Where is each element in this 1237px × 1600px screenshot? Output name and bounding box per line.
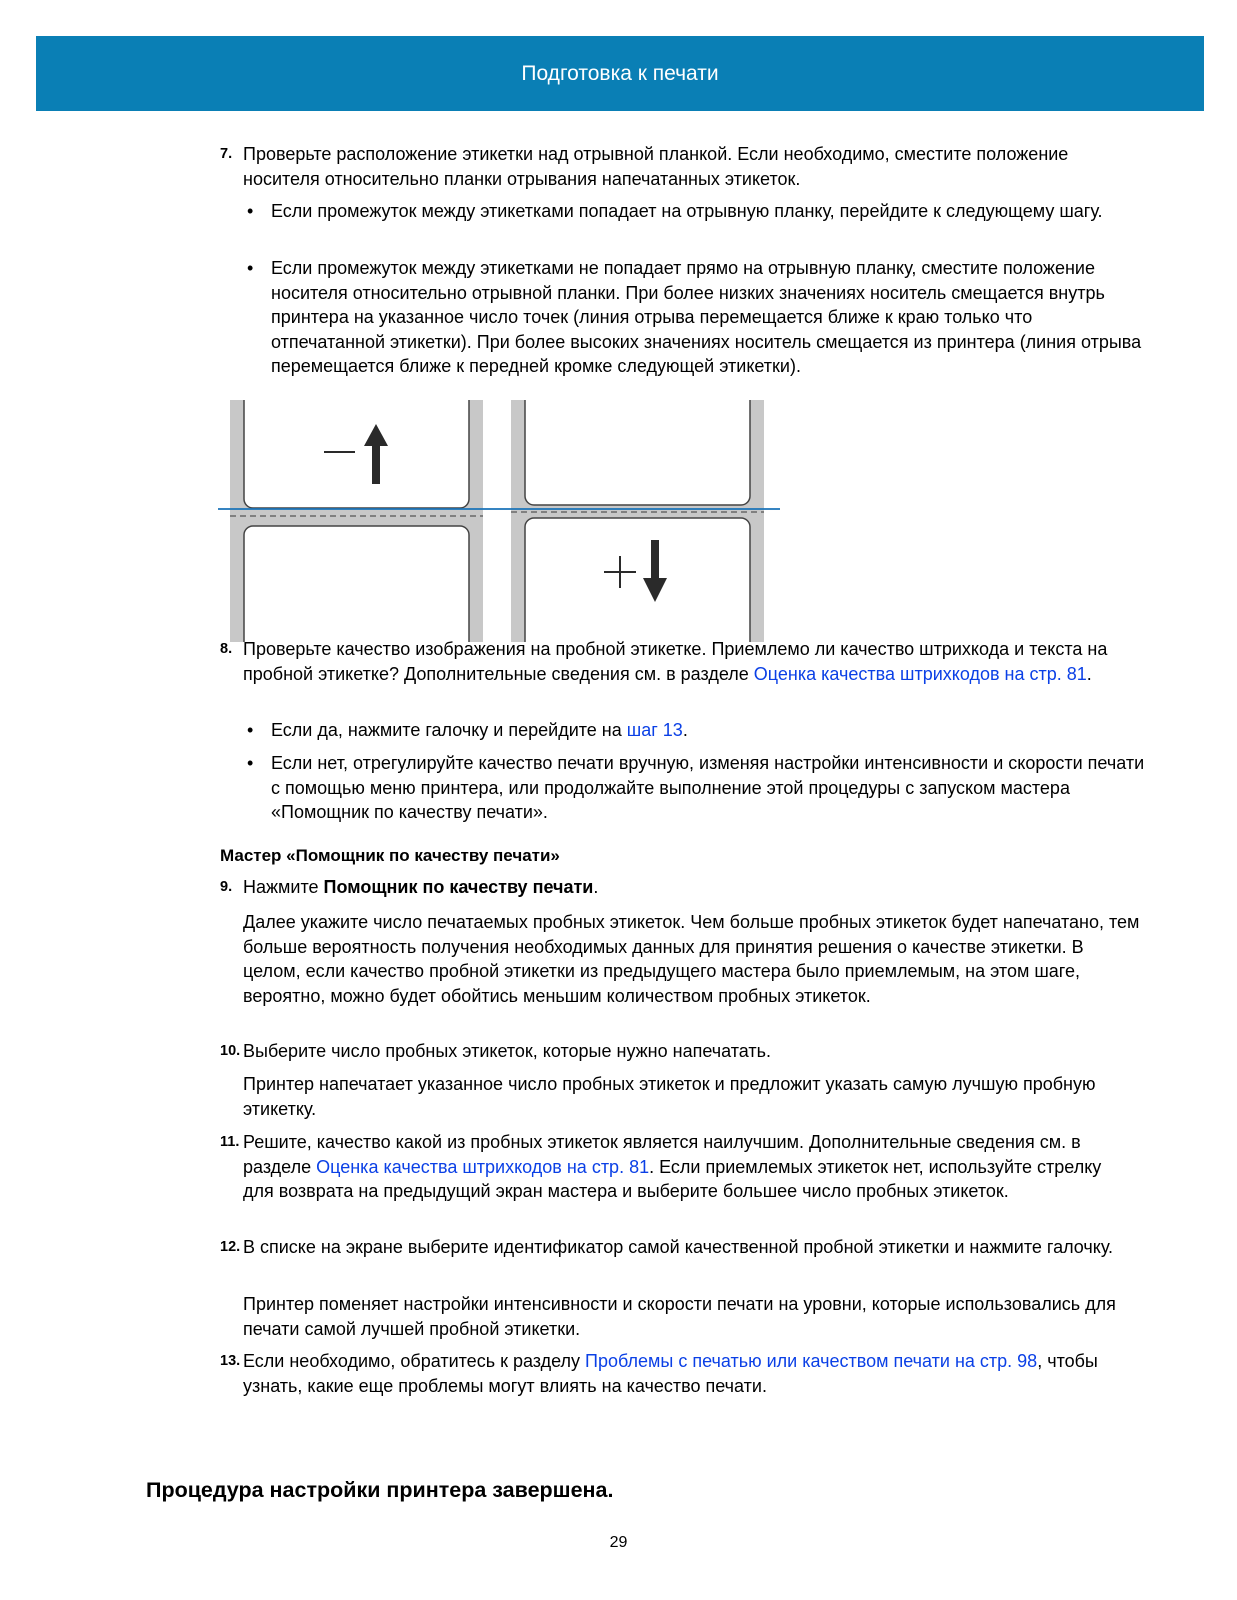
bullet-icon: • — [247, 201, 254, 221]
step-7-number: 7. — [220, 146, 233, 162]
step-13-post: , чтобы узнать, какие еще проблемы могут влиять на качество печати. — [243, 1351, 1098, 1396]
label-position-figure — [218, 400, 783, 642]
step-9-number: 9. — [220, 879, 233, 895]
bullet-icon: • — [247, 258, 254, 278]
left-lower-label — [244, 526, 469, 642]
step-7-bullet-1: Если промежуток между этикетками попадает на отрывную планку, перейдите к следующему шагу. — [271, 201, 1103, 221]
step-10-paragraph: Принтер напечатает указанное число пробных этикеток и предложит указать самую лучшую пробную этикетку. — [243, 1074, 1096, 1119]
page-title: Подготовка к печати — [521, 62, 719, 85]
step-11-text — [243, 1130, 1128, 1204]
step-13-number: 13. — [220, 1353, 241, 1369]
completion-heading: Процедура настройки принтера завершена. — [146, 1478, 614, 1502]
period: . — [682, 720, 688, 740]
link-barcode-quality[interactable]: Оценка качества штрихкодов на стр. 81 — [753, 663, 1087, 684]
right-upper-label — [525, 400, 750, 505]
step-13-text — [243, 1349, 1133, 1398]
step-13-pre: Если необходимо, обратитесь к разделу — [243, 1351, 586, 1371]
period: . — [1086, 663, 1092, 684]
button-name: Помощник по качеству печати — [323, 877, 594, 897]
step-12-text: В списке на экране выберите идентификатор самой качественной пробной этикетки и нажмите галочку. — [243, 1237, 1114, 1257]
step-9-pre: Нажмите — [243, 877, 324, 897]
step-10-number: 10. — [220, 1043, 241, 1059]
step-8-number: 8. — [220, 641, 233, 657]
bullet-icon: • — [247, 753, 254, 773]
right-lower-label — [525, 518, 750, 642]
period: . — [593, 877, 599, 897]
header-banner — [36, 36, 1204, 111]
left-upper-label — [244, 400, 469, 508]
step-11-number: 11. — [220, 1134, 240, 1150]
step-8-bullet-1 — [271, 718, 1151, 743]
step-9-text — [243, 875, 1123, 900]
page-number: 29 — [609, 1534, 628, 1551]
link-step-13[interactable]: шаг 13 — [626, 720, 683, 740]
step-11-post: . Если приемлемых этикеток нет, используйте стрелку для возврата на предыдущий экран мастера и выберите большее число пробных этикеток. — [243, 1156, 1102, 1201]
step-8-bullet-2: Если нет, отрегулируйте качество печати вручную, изменяя настройки интенсивности и скорости печати с помощью меню принтера, или продолжайте выполнение этой процедуры с запуском мастера «Помощник по качеству печати». — [271, 753, 1145, 822]
bullet-icon: • — [247, 720, 254, 740]
step-11-pre: Решите, качество какой из пробных этикеток является наилучшим. Дополнительные сведения см. в разделе — [243, 1132, 1081, 1177]
step-9-paragraph: Далее укажите число печатаемых пробных этикеток. Чем больше пробных этикеток будет напечатано, тем больше вероятность получения необходимых данных для принятия решения о качестве этикетки. В целом, если качество пробной этикетки из предыдущего мастера было приемлемым, на этом шаге, вероятно, можно будет обойтись меньшим количеством пробных этикеток. — [243, 912, 1140, 1006]
step-12-number: 12. — [220, 1239, 241, 1255]
link-barcode-quality[interactable]: Оценка качества штрихкодов на стр. 81 — [316, 1156, 650, 1177]
step-12-paragraph: Принтер поменяет настройки интенсивности и скорости печати на уровни, которые использовались для печати самой лучшей пробной этикетки. — [243, 1294, 1116, 1339]
link-print-problems[interactable]: Проблемы с печатью или качеством печати на стр. 98 — [585, 1351, 1038, 1371]
step-7-bullet-2: Если промежуток между этикетками не попадает прямо на отрывную планку, сместите положение носителя относительно отрывной планки. При более низких значениях носитель смещается внутрь принтера на указанное число точек (линия отрыва перемещается ближе к краю только что отпечатанной этикетки). При более высоких значениях носитель смещается из принтера (линия отрыва перемещается ближе к передней кромке следующей этикетки). — [271, 258, 1142, 376]
step-10-text: Выберите число пробных этикеток, которые нужно напечатать. — [243, 1041, 772, 1061]
bullet-text: Если да, нажмите галочку и перейдите на — [271, 720, 627, 740]
step-7-text: Проверьте расположение этикетки над отрывной планкой. Если необходимо, сместите положение носителя относительно планки отрывания напечатанных этикеток. — [243, 144, 1069, 189]
step-8-body: Проверьте качество изображения на пробной этикетке. Приемлемо ли качество штрихкода и текста на пробной этикетке? Дополнительные сведения см. в разделе — [243, 639, 1108, 684]
section-subheading: Мастер «Помощник по качеству печати» — [220, 846, 560, 865]
step-8-text — [243, 637, 1123, 686]
